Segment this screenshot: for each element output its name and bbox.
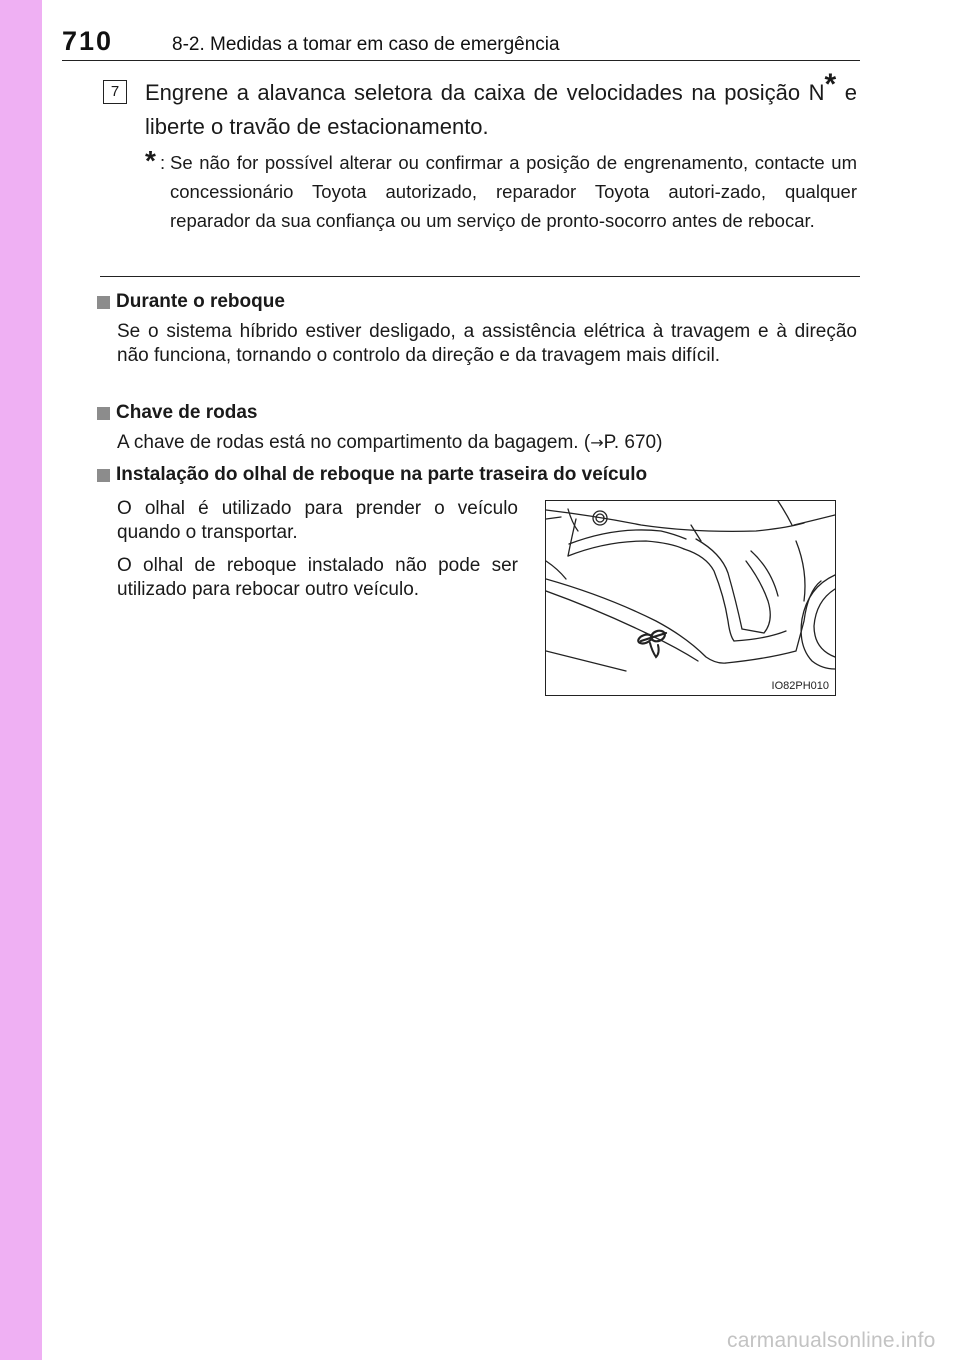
- page-number: 710: [62, 26, 114, 56]
- footnote-asterisk-icon: *: [145, 145, 156, 176]
- paragraph: O olhal de reboque instalado não pode ser utilizado para rebocar outro veículo.: [117, 555, 518, 600]
- section-heading-text: Instalação do olhal de reboque na parte traseira do veículo: [116, 464, 648, 485]
- section-body: [117, 431, 857, 455]
- section-divider: [100, 276, 860, 277]
- step-position-letter: N: [808, 80, 825, 105]
- page-reference-link[interactable]: P. 670): [603, 432, 663, 453]
- section-during-towing: [97, 289, 857, 368]
- watermark: carmanualsonline.info: [727, 1329, 936, 1352]
- square-bullet-icon: [97, 469, 110, 482]
- chapter-title: 8-2. Medidas a tomar em caso de emergência: [172, 34, 560, 55]
- section-heading: [97, 400, 857, 426]
- square-bullet-icon: [97, 407, 110, 420]
- section-heading: [97, 462, 857, 488]
- section-heading-text: Durante o reboque: [116, 291, 285, 312]
- step-instruction: [145, 68, 857, 144]
- asterisk-icon: *: [824, 68, 837, 101]
- paragraph: O olhal é utilizado para prender o veículo quando o transportar.: [117, 498, 518, 543]
- rear-bumper-drawing: [546, 501, 835, 695]
- section-tow-eyelet: [97, 462, 857, 488]
- tow-eyelet-description: [117, 497, 518, 611]
- section-heading-text: Chave de rodas: [116, 402, 258, 423]
- section-heading: [97, 289, 857, 315]
- step-text-line1: Engrene a alavanca seletora da caixa de velocidades na posição: [145, 80, 801, 105]
- step-text-line2: e liberte o travão de estacionamento.: [145, 80, 857, 139]
- section-body: Se o sistema híbrido estiver desligado, a assistência elétrica à travagem e à direção não funciona, tornando o controlo da direção e da travagem mais difícil.: [117, 321, 857, 366]
- footnote: [145, 145, 857, 235]
- rear-bumper-illustration: [545, 500, 836, 696]
- square-bullet-icon: [97, 296, 110, 309]
- section-body-text: A chave de rodas está no compartimento da bagagem. (: [117, 432, 591, 453]
- figure-code: IO82PH010: [771, 680, 829, 692]
- header-rule: [62, 60, 860, 61]
- step-number-box: 7: [103, 80, 127, 104]
- footnote-text: Se não for possível alterar ou confirmar a posição de engrenamento, contacte um concessionário Toyota autorizado, reparador Toyota autori-zado, qualquer reparador da sua confiança ou um serviço de pronto-socorro antes de rebocar.: [170, 152, 857, 231]
- section-wheel-wrench: [97, 400, 857, 455]
- footnote-colon: :: [160, 152, 166, 173]
- chapter-tab-sidebar: [0, 0, 42, 1360]
- arrow-right-icon: →: [590, 433, 604, 452]
